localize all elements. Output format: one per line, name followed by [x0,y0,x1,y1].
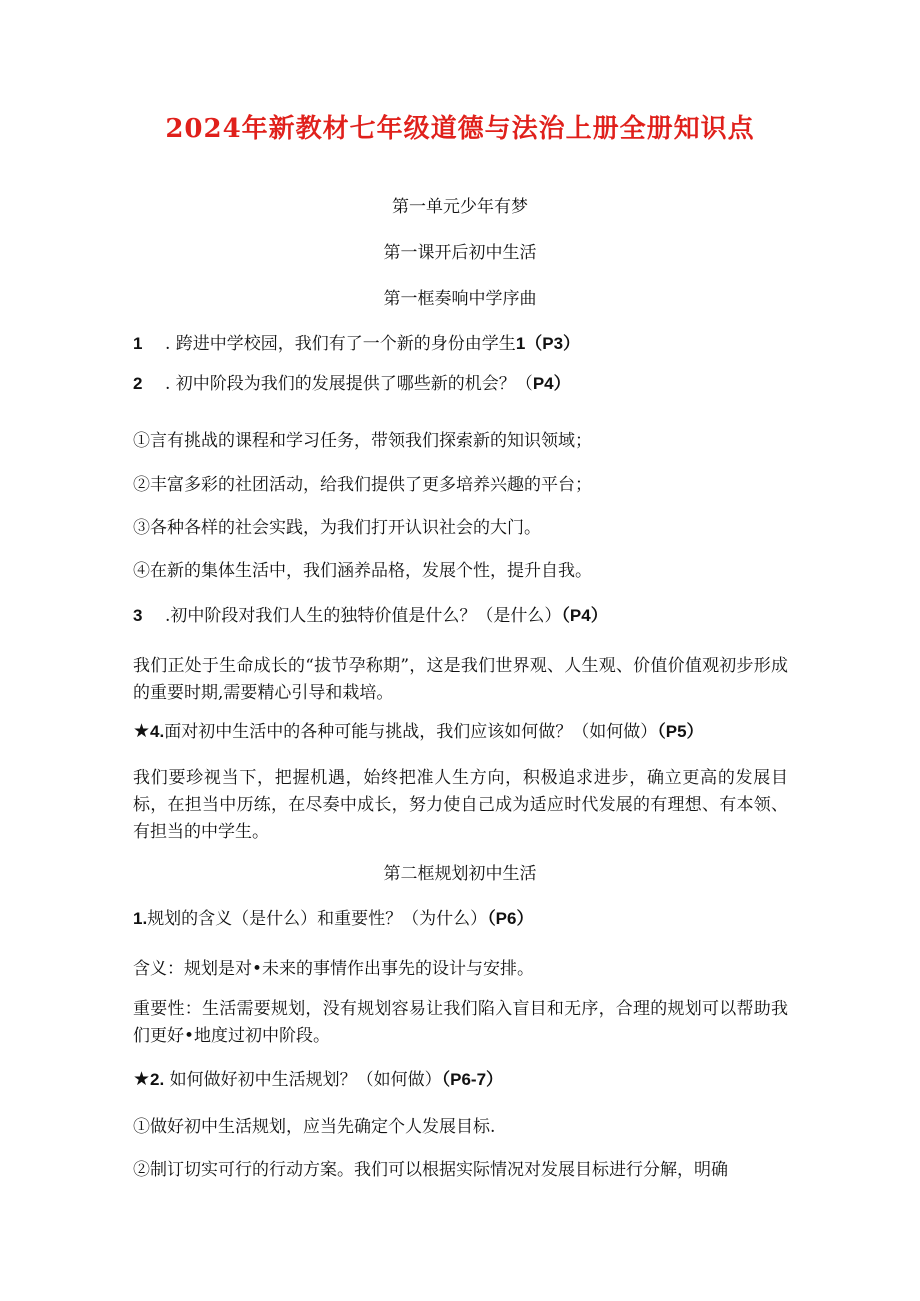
frame-heading-2: 第二框规划初中生活 [383,864,537,884]
question-4 [133,718,793,745]
answer-5-meaning: 含义：规划是对•未来的事情作出事先的设计与安排。 [133,959,535,979]
question-number: 4. [150,722,165,741]
unit-heading: 第一单元少年有梦 [392,197,528,217]
question-2 [133,371,793,397]
question-text: . 初中阶段为我们的发展提供了哪些新的机会？（ [165,374,533,394]
answer-2-item: ①言有挑战的课程和学习任务，带领我们探索新的知识领域； [133,431,592,451]
question-text: 面对初中生活中的各种可能与挑战，我们应该如何做？（如何做） [164,722,658,742]
lesson-heading: 第一课开后初中生活 [383,243,537,263]
star-icon: ★ [133,720,151,742]
question-tail: （P6） [487,909,534,928]
question-number: 3 [133,606,143,625]
answer-2-item: ③各种各样的社会实践，为我们打开认识社会的大门。 [133,518,541,538]
star-icon: ★ [133,1068,151,1090]
question-number: 1. [133,909,148,928]
answer-3: 我们正处于生命成长的“拔节孕称期”，这是我们世界观、人生观、价值价值观初步形成的重要时期,需要精心引导和栽培。 [133,656,788,703]
answer-5-importance: 重要性：生活需要规划，没有规划容易让我们陷入盲目和无序，合理的规划可以帮助我们更好•地度过初中阶段。 [133,999,788,1046]
question-tail: （P6-7） [441,1070,504,1089]
question-3 [133,603,793,629]
frame-heading-1: 第一框奏响中学序曲 [383,289,537,309]
answer-4: 我们要珍视当下，把握机遇，始终把准人生方向，积极追求进步，确立更高的发展目标，在担当中历练，在尽奏中成长，努力使自己成为适应时代发展的有理想、有本领、有担当的中学生。 [133,768,788,842]
question-text: 如何做好初中生活规划？（如何做） [164,1070,442,1090]
question-text: . 跨进中学校园，我们有了一个新的身份由学生 [165,334,516,354]
answer-2-item: ②丰富多彩的社团活动，给我们提供了更多培养兴趣的平台； [133,475,592,495]
answer-6-item: ②制订切实可行的行动方案。我们可以根据实际情况对发展目标进行分解，明确 [133,1160,728,1180]
question-number: 2. [150,1070,165,1089]
question-tail: （P5） [657,722,704,741]
question-6 [133,1066,793,1093]
question-tail: P4） [532,374,571,393]
answer-2-item: ④在新的集体生活中，我们涵养品格，发展个性，提升自我。 [133,561,592,581]
question-number: 1 [133,334,143,353]
question-tail: 1（P3） [515,334,581,353]
question-number: 2 [133,374,143,393]
question-tail: （P4） [561,606,608,625]
document-title: 2024年新教材七年级道德与法治上册全册知识点 [165,114,755,144]
answer-6-item: ①做好初中生活规划，应当先确定个人发展目标. [133,1117,496,1137]
question-text: .初中阶段对我们人生的独特价值是什么？（是什么） [165,606,562,626]
question-1 [133,331,793,357]
question-5 [133,906,793,932]
question-text: 规划的含义（是什么）和重要性？（为什么） [147,909,488,929]
